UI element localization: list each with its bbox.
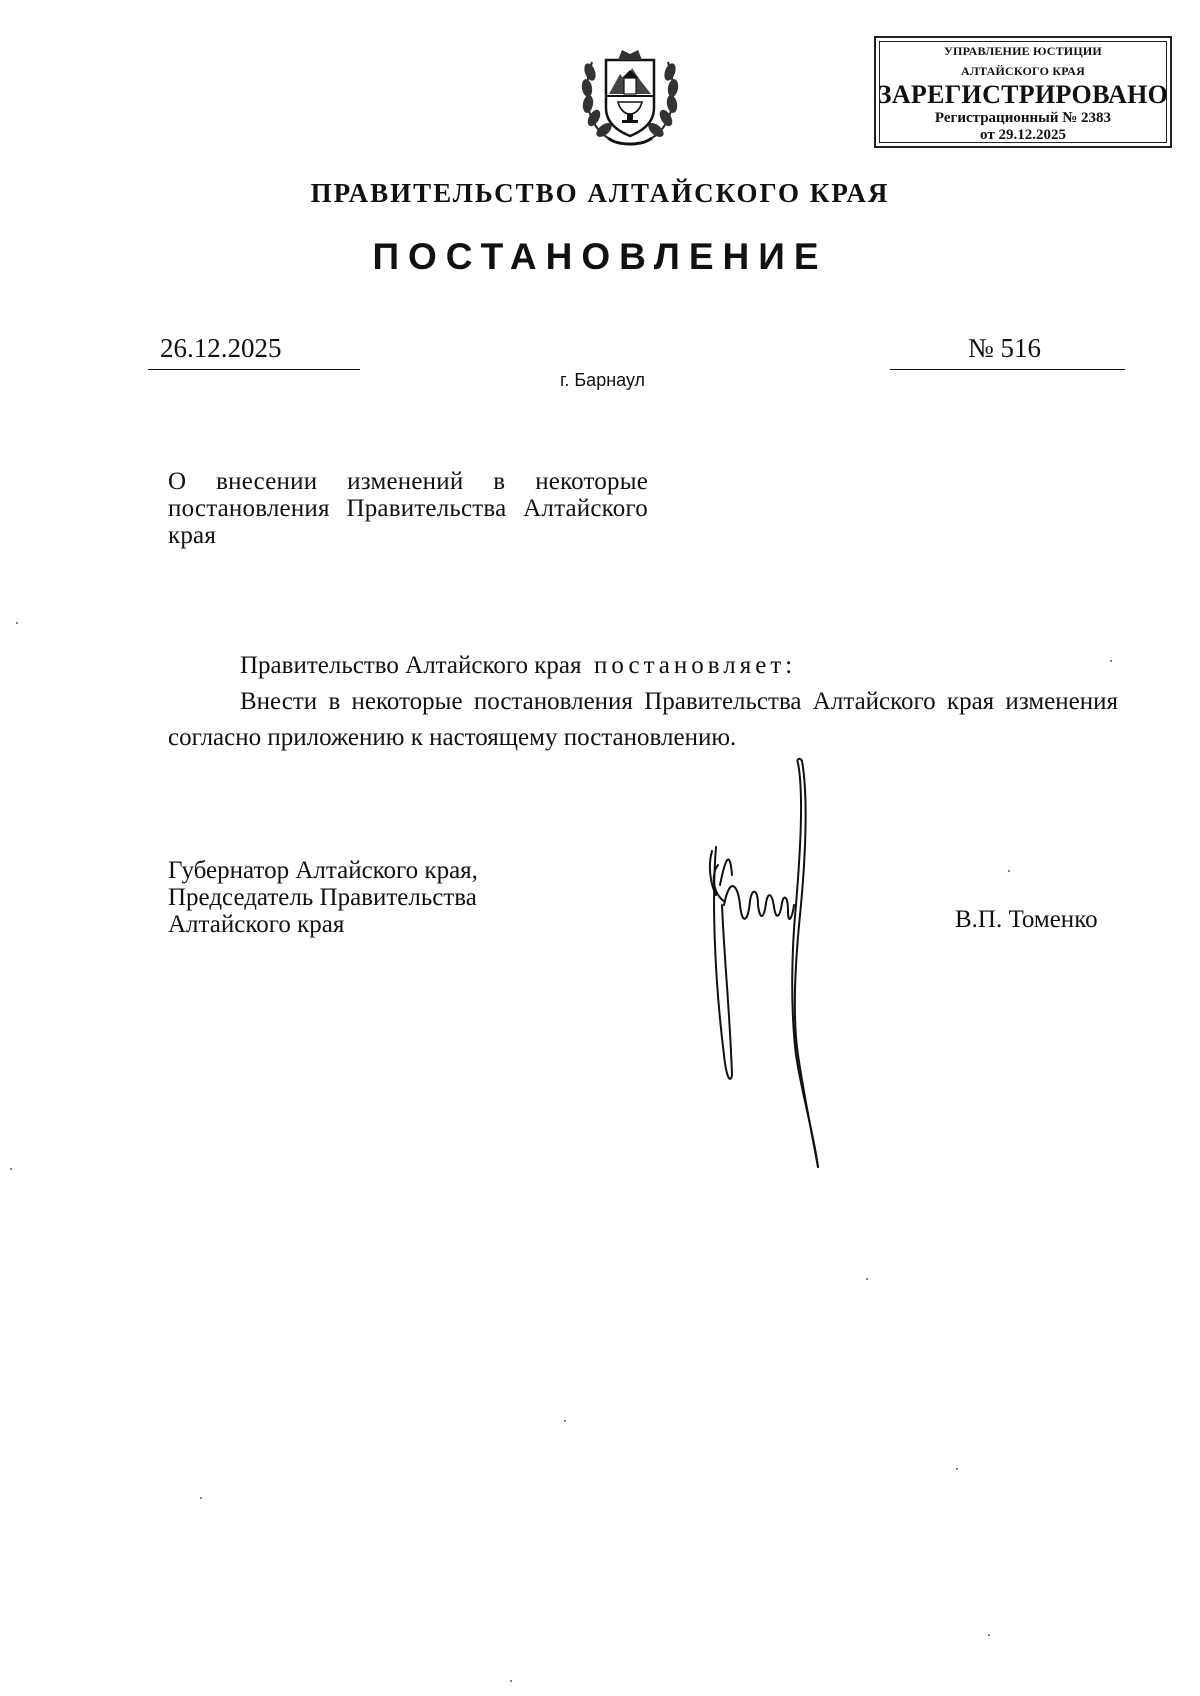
signatory-title-line3: Алтайского края bbox=[168, 911, 345, 938]
stamp-registration-number: Регистрационный № 2383 bbox=[934, 110, 1112, 126]
registration-stamp bbox=[874, 36, 1172, 148]
intro-verb: постановляет: bbox=[593, 652, 797, 679]
document-date: 26.12.2025 bbox=[160, 333, 282, 363]
stamp-org-line2: АЛТАЙСКОГО КРАЯ bbox=[961, 64, 1085, 78]
document-subject: О внесении изменений в некоторые постановления Правительства Алтайского края bbox=[168, 468, 648, 549]
stamp-org-line1: УПРАВЛЕНИЕ ЮСТИЦИИ bbox=[944, 44, 1102, 58]
signatory-title-line2: Председатель Правительства bbox=[168, 884, 477, 911]
signature-icon bbox=[700, 755, 880, 1175]
scan-speck bbox=[16, 622, 18, 624]
scan-speck bbox=[866, 1278, 868, 1280]
stamp-status: ЗАРЕГИСТРИРОВАНО bbox=[877, 80, 1169, 109]
city: г. Барнаул bbox=[560, 370, 646, 390]
intro-lead: Правительство Алтайского края bbox=[240, 652, 582, 679]
intro-paragraph bbox=[168, 648, 1118, 684]
number-field bbox=[890, 333, 1125, 370]
coat-of-arms-icon bbox=[578, 38, 682, 148]
stamp-date: от 29.12.2025 bbox=[980, 127, 1066, 143]
document-type: ПОСТАНОВЛЕНИЕ bbox=[372, 236, 828, 277]
scan-speck bbox=[10, 1168, 12, 1170]
scan-speck bbox=[510, 1680, 512, 1682]
scan-speck bbox=[1110, 660, 1112, 662]
scan-speck bbox=[1008, 870, 1010, 872]
government-title: ПРАВИТЕЛЬСТВО АЛТАЙСКОГО КРАЯ bbox=[310, 178, 890, 208]
scan-speck bbox=[200, 1497, 202, 1499]
decree-paragraph: Внести в некоторые постановления Правительства Алтайского края изменения согласно приложению к настоящему постановлению. bbox=[168, 688, 1118, 751]
signatory-title-line1: Губернатор Алтайского края, bbox=[168, 857, 478, 884]
document-body bbox=[168, 648, 1118, 756]
scan-speck bbox=[564, 1420, 566, 1422]
date-field bbox=[148, 333, 360, 370]
document-number: № 516 bbox=[968, 333, 1042, 363]
scan-speck bbox=[988, 1634, 990, 1636]
signatory-name: В.П. Томенко bbox=[955, 906, 1098, 933]
scan-speck bbox=[956, 1468, 958, 1470]
signatory-title bbox=[168, 857, 588, 938]
